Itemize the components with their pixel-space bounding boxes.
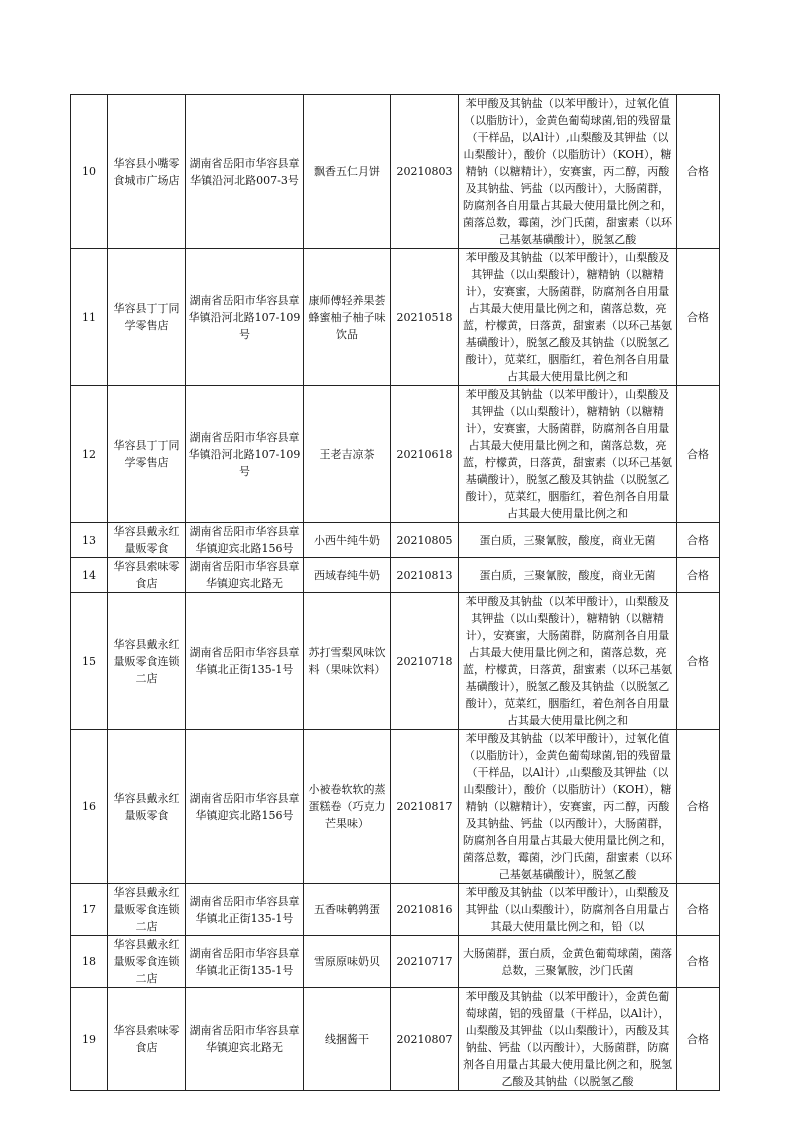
cell-number: 13 <box>71 523 108 558</box>
cell-batch-date: 20210717 <box>391 936 459 988</box>
cell-number: 10 <box>71 95 108 249</box>
table-row <box>71 593 720 730</box>
cell-shop-name: 华容县丁丁同学零售店 <box>108 249 186 386</box>
cell-batch-date: 20210718 <box>391 593 459 730</box>
cell-shop-name: 华容县索味零食店 <box>108 988 186 1091</box>
cell-address: 湖南省岳阳市华容县章华镇北正街135-1号 <box>186 936 304 988</box>
cell-product-name: 雪原原味奶贝 <box>304 936 391 988</box>
cell-test-items: 苯甲酸及其钠盐（以苯甲酸计），过氧化值（以脂肪计），金黄色葡萄球菌,铝的残留量（干样品，以Al计）,山梨酸及其钾盐（以山梨酸计），酸价（以脂肪计）（KOH），糖精钠（以糖精计），安赛蜜，丙二醇，丙酸及其钠盐、钙盐（以丙酸计），大肠菌群，防腐剂各自用量占其最大使用量比例之和，菌落总数，霉菌，沙门氏菌，甜蜜素（以环己基氨基磺酸计），脱氢乙酸 <box>459 95 677 249</box>
cell-shop-name: 华容县戴永红量贩零食 <box>108 523 186 558</box>
cell-result: 合格 <box>677 249 720 386</box>
cell-test-items: 苯甲酸及其钠盐（以苯甲酸计），山梨酸及其钾盐（以山梨酸计），糖精钠（以糖精计），安赛蜜，大肠菌群，防腐剂各自用量占其最大使用量比例之和，菌落总数，亮蓝，柠檬黄，日落黄，甜蜜素（以环己基氨基磺酸计），脱氢乙酸及其钠盐（以脱氢乙酸计），苋菜红，胭脂红，着色剂各自用量占其最大使用量比例之和 <box>459 386 677 523</box>
cell-product-name: 西域春纯牛奶 <box>304 558 391 593</box>
cell-batch-date: 20210816 <box>391 884 459 936</box>
cell-number: 18 <box>71 936 108 988</box>
cell-address: 湖南省岳阳市华容县章华镇沿河北路007-3号 <box>186 95 304 249</box>
cell-number: 12 <box>71 386 108 523</box>
cell-product-name: 苏打雪梨风味饮料（果味饮料） <box>304 593 391 730</box>
cell-result: 合格 <box>677 884 720 936</box>
cell-number: 15 <box>71 593 108 730</box>
cell-product-name: 五香味鹌鹑蛋 <box>304 884 391 936</box>
cell-result: 合格 <box>677 95 720 249</box>
cell-batch-date: 20210817 <box>391 730 459 884</box>
cell-address: 湖南省岳阳市华容县章华镇迎宾北路156号 <box>186 730 304 884</box>
cell-result: 合格 <box>677 593 720 730</box>
cell-number: 17 <box>71 884 108 936</box>
cell-test-items: 苯甲酸及其钠盐（以苯甲酸计），金黄色葡萄球菌，铝的残留量（干样品，以Al计），山梨酸及其钾盐（以山梨酸计），丙酸及其钠盐、钙盐（以丙酸计），大肠菌群，防腐剂各自用量占其最大使用量比例之和，脱氢乙酸及其钠盐（以脱氢乙酸 <box>459 988 677 1091</box>
cell-batch-date: 20210813 <box>391 558 459 593</box>
cell-batch-date: 20210807 <box>391 988 459 1091</box>
cell-address: 湖南省岳阳市华容县章华镇迎宾北路无 <box>186 988 304 1091</box>
cell-shop-name: 华容县索味零食店 <box>108 558 186 593</box>
cell-product-name: 小被卷软软的蒸蛋糕卷（巧克力芒果味） <box>304 730 391 884</box>
cell-product-name: 线捆酱干 <box>304 988 391 1091</box>
cell-shop-name: 华容县丁丁同学零售店 <box>108 386 186 523</box>
cell-batch-date: 20210518 <box>391 249 459 386</box>
cell-product-name: 飘香五仁月饼 <box>304 95 391 249</box>
cell-result: 合格 <box>677 988 720 1091</box>
cell-shop-name: 华容县戴永红量贩零食 <box>108 730 186 884</box>
cell-address: 湖南省岳阳市华容县章华镇沿河北路107-109号 <box>186 249 304 386</box>
cell-number: 19 <box>71 988 108 1091</box>
cell-test-items: 苯甲酸及其钠盐（以苯甲酸计），山梨酸及其钾盐（以山梨酸计），防腐剂各自用量占其最大使用量比例之和，铅（以 <box>459 884 677 936</box>
cell-test-items: 蛋白质，三聚氰胺，酸度，商业无菌 <box>459 558 677 593</box>
cell-test-items: 苯甲酸及其钠盐（以苯甲酸计），山梨酸及其钾盐（以山梨酸计），糖精钠（以糖精计），安赛蜜，大肠菌群，防腐剂各自用量占其最大使用量比例之和，菌落总数，亮蓝，柠檬黄，日落黄，甜蜜素（以环己基氨基磺酸计），脱氢乙酸及其钠盐（以脱氢乙酸计），苋菜红，胭脂红，着色剂各自用量占其最大使用量比例之和 <box>459 593 677 730</box>
cell-product-name: 王老吉凉茶 <box>304 386 391 523</box>
cell-shop-name: 华容县戴永红量贩零食连锁二店 <box>108 884 186 936</box>
cell-result: 合格 <box>677 730 720 884</box>
cell-batch-date: 20210618 <box>391 386 459 523</box>
cell-shop-name: 华容县戴永红量贩零食连锁二店 <box>108 936 186 988</box>
cell-product-name: 小西牛纯牛奶 <box>304 523 391 558</box>
cell-number: 14 <box>71 558 108 593</box>
cell-test-items: 苯甲酸及其钠盐（以苯甲酸计），山梨酸及其钾盐（以山梨酸计），糖精钠（以糖精计），安赛蜜，大肠菌群，防腐剂各自用量占其最大使用量比例之和，菌落总数，亮蓝，柠檬黄，日落黄，甜蜜素（以环己基氨基磺酸计），脱氢乙酸及其钠盐（以脱氢乙酸计），苋菜红，胭脂红，着色剂各自用量占其最大使用量比例之和 <box>459 249 677 386</box>
cell-shop-name: 华容县小嘴零食城市广场店 <box>108 95 186 249</box>
cell-number: 16 <box>71 730 108 884</box>
cell-number: 11 <box>71 249 108 386</box>
inspection-results-table <box>70 94 720 1091</box>
table-row <box>71 988 720 1091</box>
cell-result: 合格 <box>677 558 720 593</box>
table-row <box>71 884 720 936</box>
cell-batch-date: 20210805 <box>391 523 459 558</box>
cell-product-name: 康师傅轻养果荟蜂蜜柚子柚子味饮品 <box>304 249 391 386</box>
cell-test-items: 苯甲酸及其钠盐（以苯甲酸计），过氧化值（以脂肪计），金黄色葡萄球菌,铝的残留量（干样品，以Al计）,山梨酸及其钾盐（以山梨酸计），酸价（以脂肪计）（KOH），糖精钠（以糖精计），安赛蜜，丙二醇，丙酸及其钠盐、钙盐（以丙酸计），大肠菌群，防腐剂各自用量占其最大使用量比例之和，菌落总数，霉菌，沙门氏菌，甜蜜素（以环己基氨基磺酸计），脱氢乙酸 <box>459 730 677 884</box>
table-row <box>71 730 720 884</box>
table-row <box>71 386 720 523</box>
cell-result: 合格 <box>677 386 720 523</box>
cell-address: 湖南省岳阳市华容县章华镇北正街135-1号 <box>186 884 304 936</box>
cell-shop-name: 华容县戴永红量贩零食连锁二店 <box>108 593 186 730</box>
table-row <box>71 558 720 593</box>
cell-test-items: 大肠菌群，蛋白质，金黄色葡萄球菌，菌落总数，三聚氰胺，沙门氏菌 <box>459 936 677 988</box>
cell-result: 合格 <box>677 523 720 558</box>
table-row <box>71 936 720 988</box>
cell-result: 合格 <box>677 936 720 988</box>
table-row <box>71 95 720 249</box>
table-body <box>71 95 720 1091</box>
cell-address: 湖南省岳阳市华容县章华镇迎宾北路156号 <box>186 523 304 558</box>
cell-address: 湖南省岳阳市华容县章华镇沿河北路107-109号 <box>186 386 304 523</box>
cell-address: 湖南省岳阳市华容县章华镇迎宾北路无 <box>186 558 304 593</box>
cell-batch-date: 20210803 <box>391 95 459 249</box>
table-row <box>71 523 720 558</box>
table-row <box>71 249 720 386</box>
cell-test-items: 蛋白质，三聚氰胺，酸度，商业无菌 <box>459 523 677 558</box>
cell-address: 湖南省岳阳市华容县章华镇北正街135-1号 <box>186 593 304 730</box>
